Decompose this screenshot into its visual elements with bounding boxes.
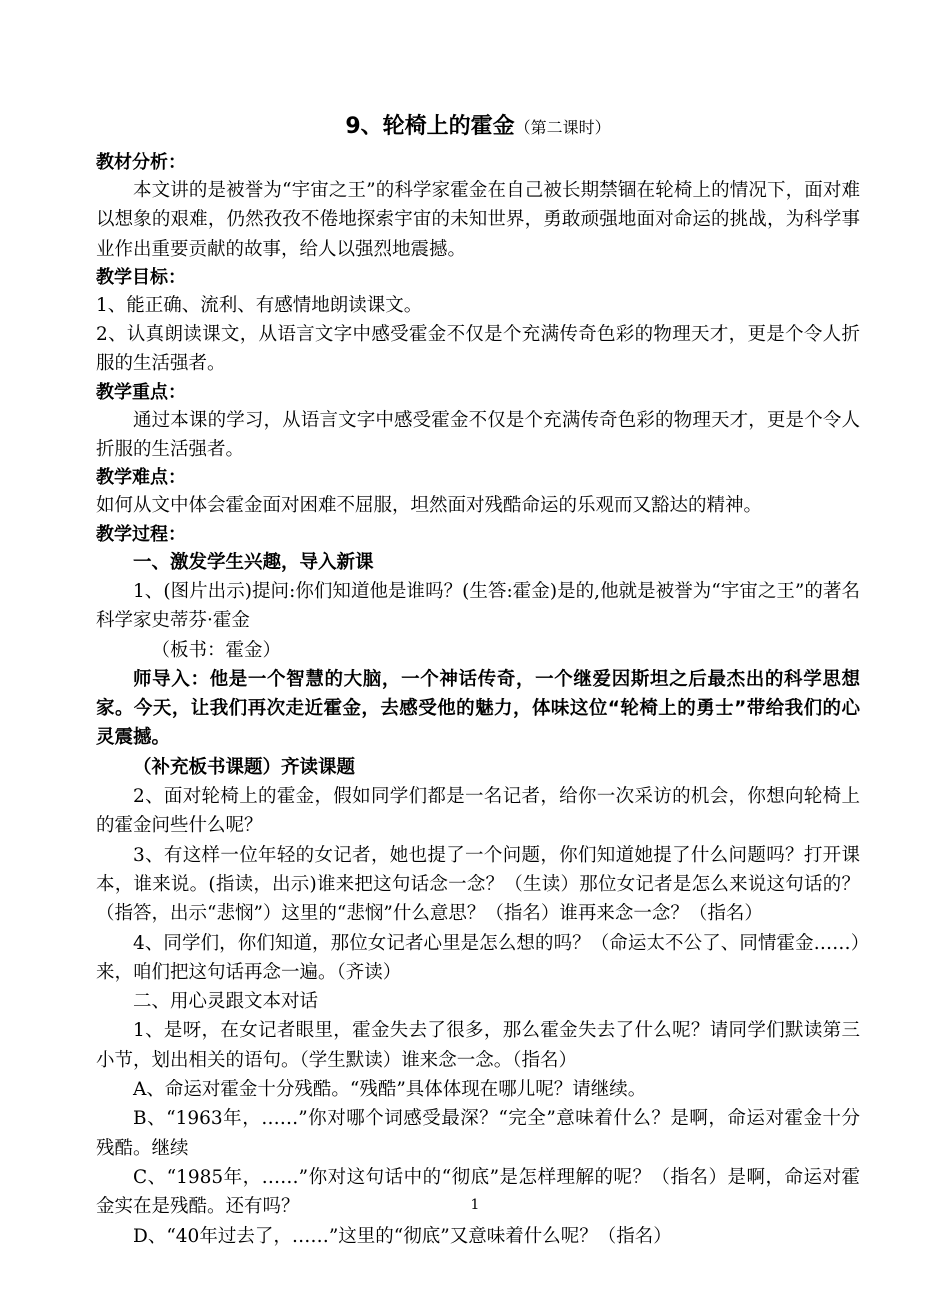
paragraph-1: 1、(图片出示)提问:你们知道他是谁吗？(生答:霍金)是的,他就是被誉为“宇宙之王”的著名科学家史蒂芬·霍金 xyxy=(96,580,860,632)
part2-heading: 二、用心灵跟文本对话 xyxy=(133,991,319,1013)
paragraph-4: 4、同学们，你们知道，那位女记者心里是怎么想的吗？（命运太不公了、同情霍金……）来，咱们把这句话再念一遍。（齐读） xyxy=(96,932,860,983)
paragraph-3: 3、有这样一位年轻的女记者，她也提了一个问题，你们知道她提了什么问题吗？打开课本，谁来说。(指读，出示)谁来把这句话念一念？（生读）那位女记者是怎么来说这句话的？（指答，出示“悲悯”）这里的“悲悯”什么意思？（指名）谁再来念一念？（指名） xyxy=(96,844,860,925)
part1-heading: 一、激发学生兴趣，导入新课 xyxy=(133,551,374,573)
question-b: B、“1963年，……”你对哪个词感受最深？“完全”意味着什么？是啊，命运对霍金十分残酷。继续 xyxy=(96,1108,860,1159)
question-a: A、命运对霍金十分残酷。“残酷”具体体现在哪儿呢？请继续。 xyxy=(133,1079,647,1101)
question-d: D、“40年过去了，……”这里的“彻底”又意味着什么呢？（指名） xyxy=(133,1225,672,1247)
goals-heading: 教学目标： xyxy=(96,266,186,288)
question-1: 1、是呀，在女记者眼里，霍金失去了很多，那么霍金失去了什么呢？请同学们默读第三小节，划出相关的语句。（学生默读）谁来念一念。（指名） xyxy=(96,1020,860,1071)
question-c: C、“1985年，……”你对这句话中的“彻底”是怎样理解的呢？（指名）是啊，命运对霍金实在是残酷。还有吗？ xyxy=(96,1166,860,1218)
paragraph-2: 2、面对轮椅上的霍金，假如同学们都是一名记者，给你一次采访的机会，你想向轮椅上的霍金问些什么呢？ xyxy=(96,786,860,837)
key-text: 通过本课的学习，从语言文字中感受霍金不仅是个充满传奇色彩的物理天才，更是个令人折服的生活强者。 xyxy=(96,409,860,461)
key-heading: 教学重点： xyxy=(96,381,186,403)
title-sub: （第二课时） xyxy=(514,118,611,137)
page-title xyxy=(96,108,860,147)
difficulty-heading: 教学难点： xyxy=(96,467,186,489)
read-title-note: （补充板书课题）齐读课题 xyxy=(133,756,356,778)
goal-1: 1、能正确、流利、有感情地朗读课文。 xyxy=(96,294,423,316)
goal-2: 2、认真朗读课文，从语言文字中感受霍金不仅是个充满传奇色彩的物理天才，更是个令人折服的生活强者。 xyxy=(96,324,860,375)
process-heading: 教学过程： xyxy=(96,523,186,545)
difficulty-text: 如何从文中体会霍金面对困难不屈服，坦然面对残酷命运的乐观而又豁达的精神。 xyxy=(96,495,763,517)
analysis-heading: 教材分析： xyxy=(96,152,186,173)
teacher-intro: 师导入：他是一个智慧的大脑，一个神话传奇，一个继爱因斯坦之后最杰出的科学思想家。今天，让我们再次走近霍金，去感受他的魅力，体味这位“轮椅上的勇士”带给我们的心灵震撼。 xyxy=(96,668,860,749)
document-page xyxy=(96,108,860,1251)
page-number: 1 xyxy=(470,1197,480,1213)
analysis-text: 本文讲的是被誉为“宇宙之王”的科学家霍金在自己被长期禁锢在轮椅上的情况下，面对难以想象的艰难，仍然孜孜不倦地探索宇宙的未知世界，勇敢顽强地面对命运的挑战，为科学事业作出重要贡献的故事，给人以强烈地震撼。 xyxy=(96,180,860,260)
board-note: （板书：霍金） xyxy=(151,639,282,661)
title-main: 9、轮椅上的霍金 xyxy=(345,114,515,139)
